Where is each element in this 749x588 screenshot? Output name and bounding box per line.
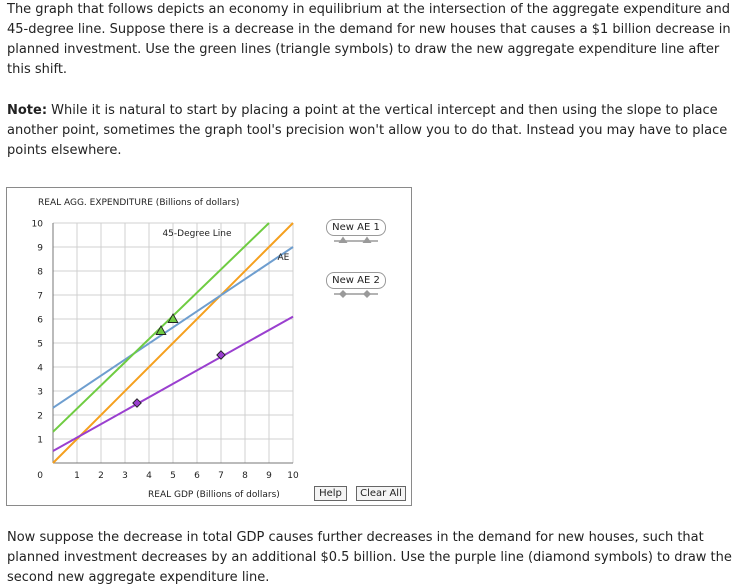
x-tick-label: 10 [287,471,299,481]
y-tick-label: 7 [37,291,43,302]
y-tick-label: 2 [37,411,43,422]
series-label-45-degree-line: 45-Degree Line [162,229,232,240]
y-tick-label: 1 [37,435,43,446]
y-tick-label: 8 [37,267,43,278]
y-tick-label: 6 [37,315,43,326]
x-tick-label: 4 [146,471,152,481]
y-axis-title: REAL AGG. EXPENDITURE (Billions of dollars) [38,198,240,208]
clear-all-button[interactable]: Clear All [356,486,406,501]
x-tick-label: 2 [98,471,104,481]
x-tick-label: 5 [170,471,176,481]
y-tick-label: 10 [31,219,43,230]
help-button[interactable]: Help [314,486,347,501]
note-label: Note: [7,103,48,118]
new-ae-2-tool-button[interactable]: New AE 2 [326,272,386,289]
y-tick-label: 4 [37,363,43,374]
x-tick-label: 3 [122,471,128,481]
x-tick-label: 9 [266,471,272,481]
graph-tool [6,187,412,506]
y-tick-label: 0 [37,471,43,481]
x-tick-label: 1 [74,471,80,481]
triangle-line-icon[interactable] [332,235,380,245]
intro-paragraph: The graph that follows depicts an economy in equilibrium at the intersection of the aggregate expenditure and 45-degree line. Suppose there is a decrease in the demand for new houses that causes a $1 billion decrease in planned investment. Use the green lines (triangle symbols) to draw the new aggregate expenditure line after this shift. [7,2,731,77]
final-paragraph: Now suppose the decrease in total GDP causes further decreases in the demand for new houses, such that planned investment decreases by an additional $0.5 billion. Use the purple line (diamond symbols) to draw the second new aggregate expenditure line. [7,530,732,585]
x-tick-label: 6 [194,471,200,481]
note-paragraph [7,101,732,161]
x-tick-label: 8 [242,471,248,481]
diamond-line-icon[interactable] [332,289,380,299]
x-axis-title: REAL GDP (Billions of dollars) [148,490,280,500]
new-ae-1-tool-button[interactable]: New AE 1 [326,219,386,236]
y-tick-label: 5 [37,339,43,350]
y-tick-label: 9 [37,243,43,254]
x-tick-label: 7 [218,471,224,481]
y-tick-label: 3 [37,387,43,398]
series-label-ae: AE [277,253,290,264]
note-body: While it is natural to start by placing a point at the vertical intercept and then using the slope to place another point, sometimes the graph tool's precision won't allow you to do that. Instead you may have to place points elsewhere. [7,103,728,158]
